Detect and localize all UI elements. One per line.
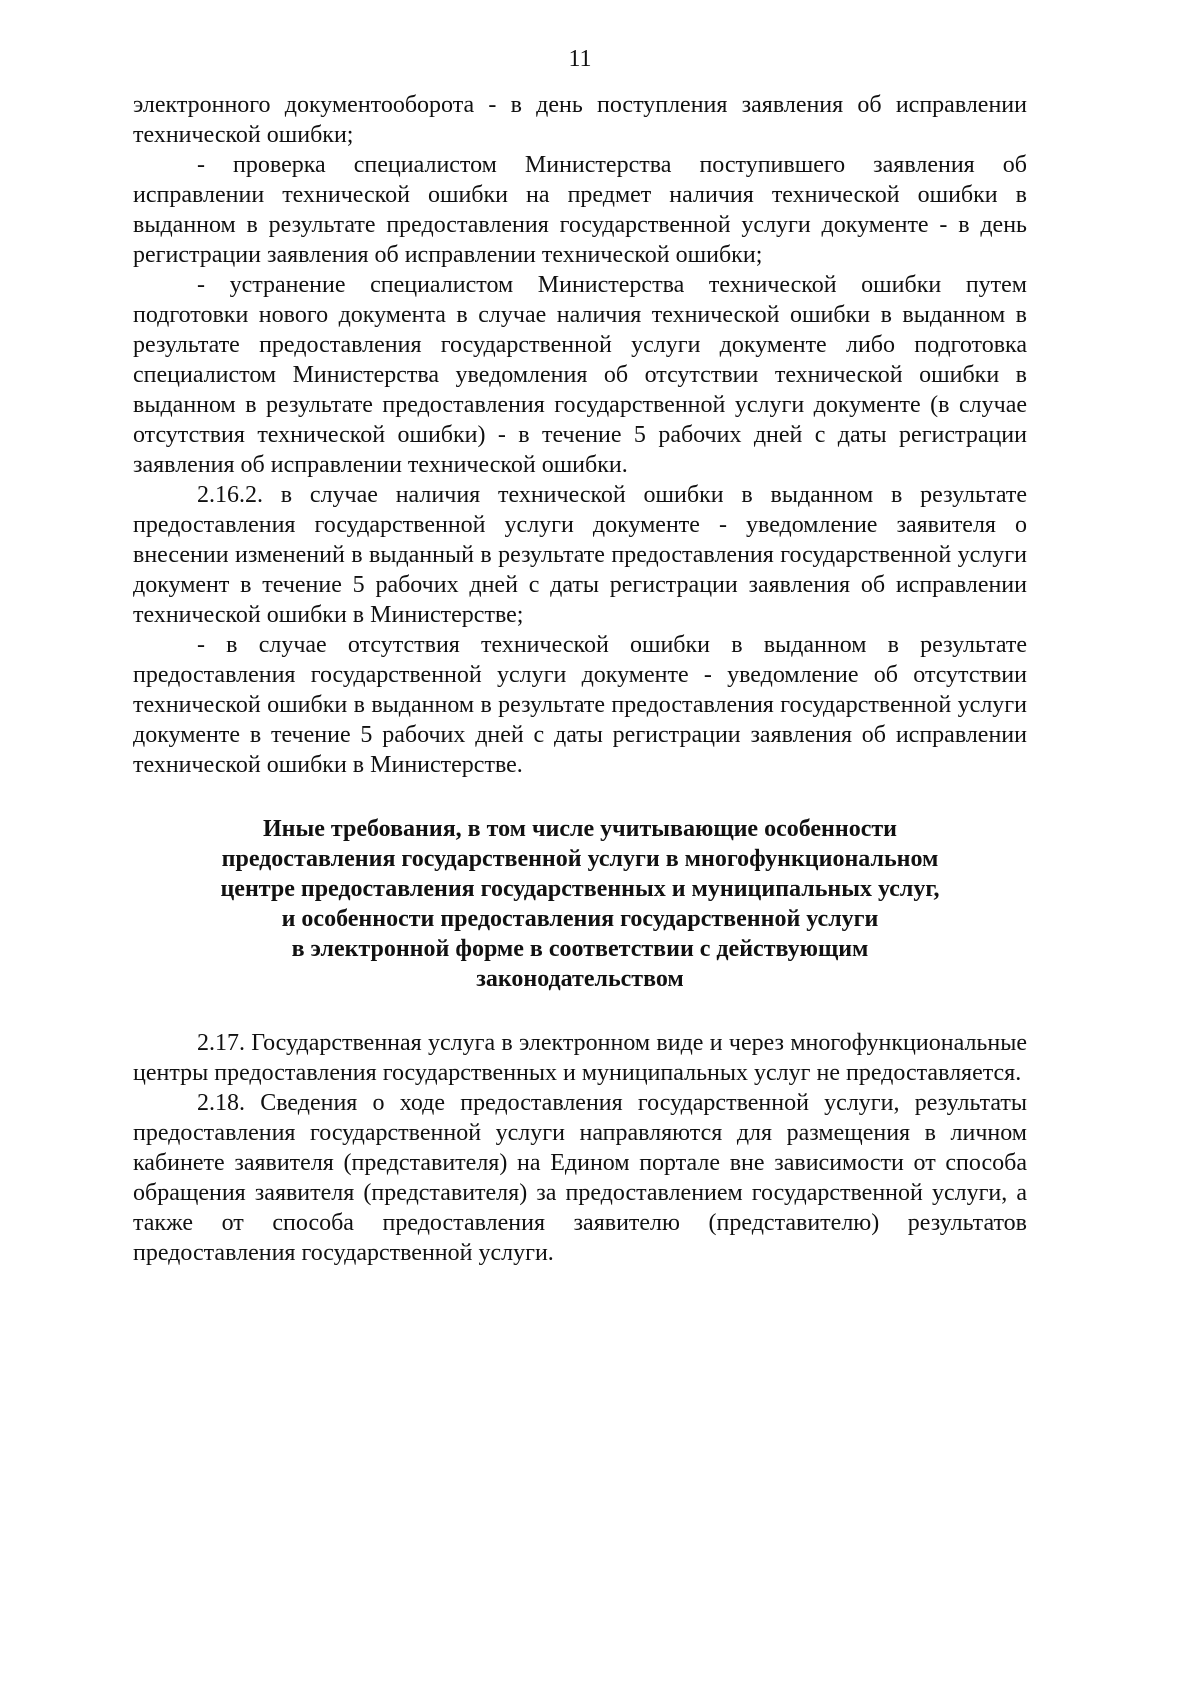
heading-line: законодательством	[476, 966, 684, 992]
heading-line: центре предоставления государственных и муниципальных услуг,	[220, 876, 940, 902]
paragraph-no-error: - в случае отсутствия технической ошибки в выданном в результате предоставления государственной услуги документе - уведомление об отсутствии технической ошибки в выданном в результате предоставления государственной услуги документе в течение 5 рабочих дней с даты регистрации заявления об исправлении технической ошибки в Министерстве.	[133, 632, 1027, 778]
page-number: 11	[568, 46, 592, 72]
paragraph-2-18: 2.18. Сведения о ходе предоставления государственной услуги, результаты предоставления государственной услуги направляются для размещения в личном кабинете заявителя (представителя) на Едином портале вне зависимости от способа обращения заявителя (представителя) за предоставлением государственной услуги, а также от способа предоставления заявителю (представителю) результатов предоставления государственной услуги.	[133, 1090, 1027, 1266]
heading-line: в электронной форме в соответствии с действующим	[291, 936, 869, 962]
paragraph-verification: - проверка специалистом Министерства поступившего заявления об исправлении технической ошибки на предмет наличия технической ошибки в выданном в результате предоставления государственной услуги документе - в день регистрации заявления об исправлении технической ошибки;	[133, 152, 1027, 268]
section-heading	[133, 814, 1027, 994]
paragraph-2-17: 2.17. Государственная услуга в электронном виде и через многофункциональные центры предоставления государственных и муниципальных услуг не предоставляется.	[133, 1030, 1027, 1086]
paragraph-correction: - устранение специалистом Министерства технической ошибки путем подготовки нового документа в случае наличия технической ошибки в выданном в результате предоставления государственной услуги документе либо подготовка специалистом Министерства уведомления об отсутствии технической ошибки в выданном в результате предоставления государственной услуги документе (в случае отсутствия технической ошибки) - в течение 5 рабочих дней с даты регистрации заявления об исправлении технической ошибки.	[133, 272, 1027, 478]
heading-line: предоставления государственной услуги в многофункциональном	[221, 846, 939, 872]
paragraph-edo-deadline: электронного документооборота - в день поступления заявления об исправлении технической ошибки;	[133, 92, 1027, 148]
heading-line: Иные требования, в том числе учитывающие особенности	[263, 816, 897, 842]
paragraph-2-16-2: 2.16.2. в случае наличия технической ошибки в выданном в результате предоставления государственной услуги документе - уведомление заявителя о внесении изменений в выданный в результате предоставления государственной услуги документ в течение 5 рабочих дней с даты регистрации заявления об исправлении технической ошибки в Министерстве;	[133, 482, 1027, 628]
heading-line: и особенности предоставления государственной услуги	[281, 906, 879, 932]
